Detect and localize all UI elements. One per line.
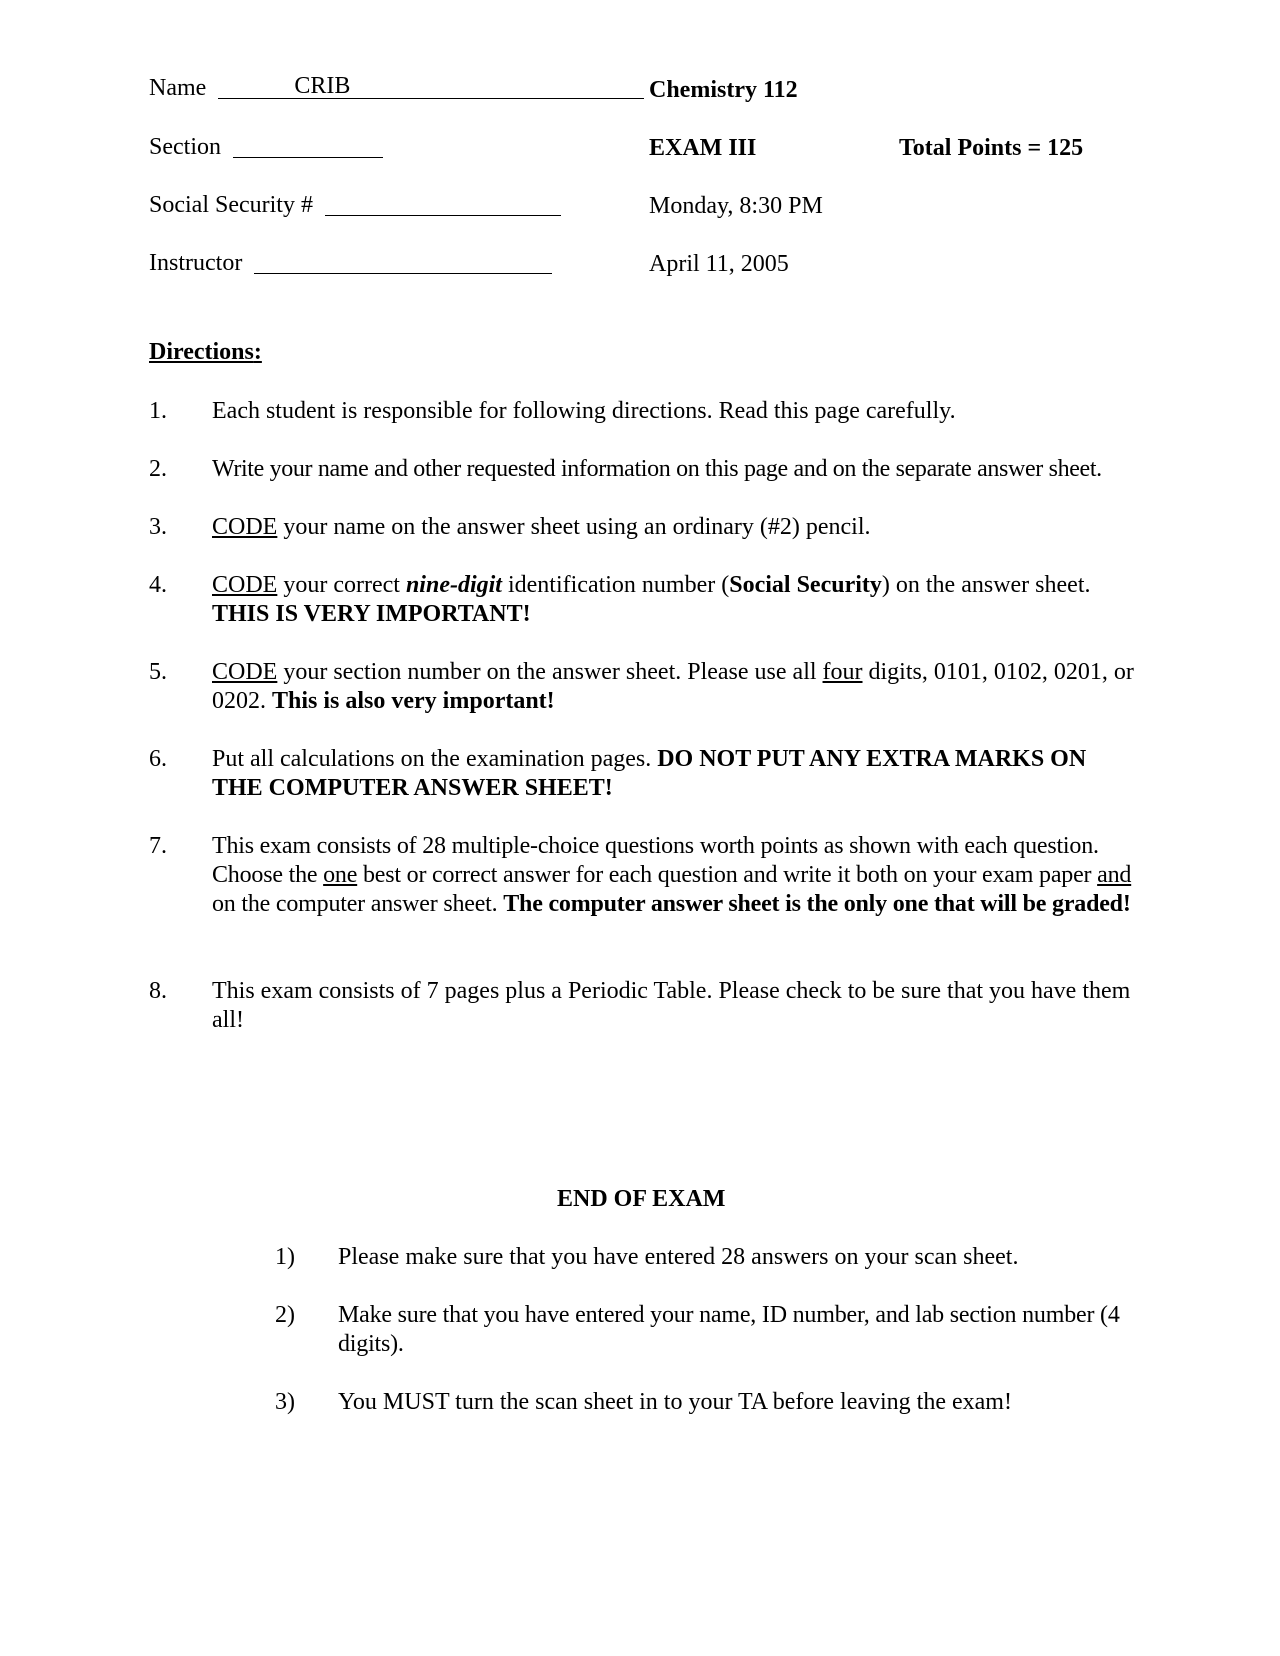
ssn-field (149, 191, 561, 220)
direction-number: 3. (149, 514, 167, 540)
direction-item: CODE your section number on the answer sheet. Please use all four digits, 0101, 0102, 0201, or 0202. This is also very important! (212, 659, 1134, 714)
end-item: Please make sure that you have entered 28 answers on your scan sheet. (338, 1244, 1019, 1270)
exam-title: EXAM III (649, 135, 757, 161)
end-number: 1) (275, 1244, 295, 1270)
ssn-label: Social Security # (149, 192, 313, 218)
instructor-label: Instructor (149, 250, 243, 276)
direction-item: Put all calculations on the examination pages. DO NOT PUT ANY EXTRA MARKS ON THE COMPUTER ANSWER SHEET! (212, 746, 1087, 801)
code-keyword: CODE (212, 572, 278, 598)
direction-number: 6. (149, 746, 167, 772)
direction-item: CODE your correct nine-digit identification number (Social Security) on the answer sheet. THIS IS VERY IMPORTANT! (212, 572, 1091, 627)
section-line (233, 135, 383, 158)
direction-number: 4. (149, 572, 167, 598)
directions-colon: : (253, 339, 262, 365)
directions-heading (149, 338, 262, 367)
section-field (149, 133, 383, 162)
end-of-exam-title: END OF EXAM (557, 1186, 726, 1212)
direction-item: This exam consists of 28 multiple-choice questions worth points as shown with each question. Choose the one best or correct answer for each question and write it both on your exam paper and on the computer answer sheet. The computer answer sheet is the only one that will be graded! (212, 833, 1132, 917)
section-label: Section (149, 134, 221, 160)
exam-day-time: Monday, 8:30 PM (649, 193, 823, 219)
name-line (218, 74, 644, 99)
direction-number: 8. (149, 978, 167, 1004)
name-label: Name (149, 75, 207, 101)
total-points: Total Points = 125 (899, 135, 1084, 161)
end-item: Make sure that you have entered your name, ID number, and lab section number (4 digits). (338, 1302, 1120, 1357)
direction-number: 5. (149, 659, 167, 685)
direction-number: 2. (149, 456, 167, 482)
course-title: Chemistry 112 (649, 77, 798, 103)
ssn-line (325, 193, 561, 216)
direction-item: Write your name and other requested information on this page and on the separate answer sheet. (212, 456, 1102, 482)
direction-item: Each student is responsible for following directions. Read this page carefully. (212, 398, 956, 424)
directions-title: Directions (149, 339, 254, 365)
name-field (149, 74, 644, 103)
code-keyword: CODE (212, 514, 278, 540)
direction-item: This exam consists of 7 pages plus a Periodic Table. Please check to be sure that you have them all! (212, 978, 1131, 1033)
name-value: CRIB (294, 73, 351, 99)
code-keyword: CODE (212, 659, 278, 685)
end-number: 2) (275, 1302, 295, 1328)
end-number: 3) (275, 1389, 295, 1415)
direction-number: 7. (149, 833, 167, 859)
exam-date: April 11, 2005 (649, 251, 789, 277)
instructor-field (149, 249, 552, 278)
end-item: You MUST turn the scan sheet in to your TA before leaving the exam! (338, 1389, 1012, 1415)
instructor-line (254, 251, 552, 274)
direction-item: CODE your name on the answer sheet using an ordinary (#2) pencil. (212, 514, 871, 540)
direction-number: 1. (149, 398, 167, 424)
